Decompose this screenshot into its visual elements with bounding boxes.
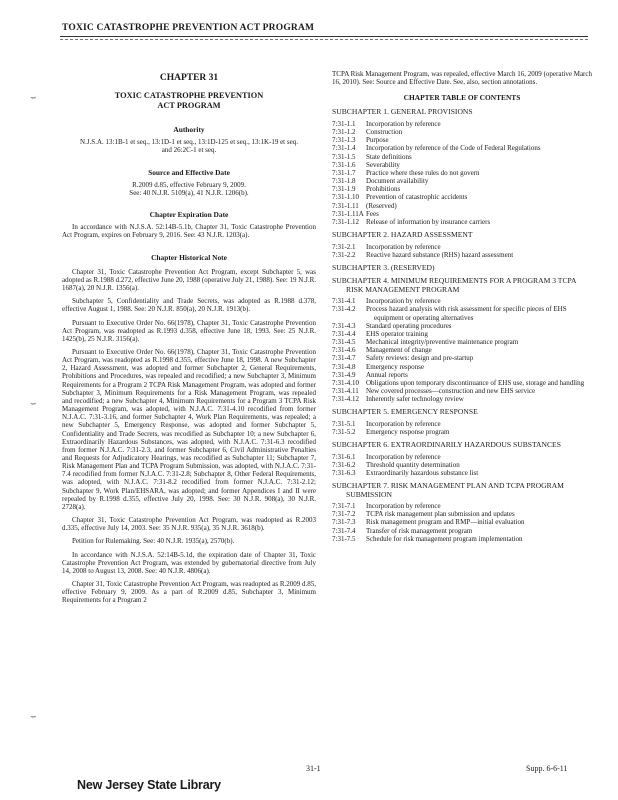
toc-subchapter-heading: SUBCHAPTER 4. MINIMUM REQUIREMENTS FOR A PROGRAM 3 TCPA RISK MANAGEMENT PROGRAM [332,276,577,294]
toc-section-title: Transfer of risk management program [366,526,473,535]
toc-row [332,354,592,362]
toc-row [332,169,592,177]
toc-section-title: Incorporation by reference [366,419,441,428]
toc-row [332,395,592,403]
toc-section-title: Incorporation by reference [366,242,441,251]
toc-row [332,210,592,218]
toc-section-title: New covered processes—construction and new EHS service [366,387,536,396]
toc-section-number: 7:31-4.11 [332,387,359,396]
history-paragraph: Chapter 31, Toxic Catastrophe Prevention Act Program, was readopted as R.2009 d.85, effective February 9, 2009. As a part of R.2009 d.85, Subchapter 3, Minimum Requirements for a Program 2 [62,580,316,605]
toc-row [332,322,592,330]
toc-row [332,128,592,136]
history-heading: Chapter Historical Note [151,252,227,262]
toc-section-number: 7:31-1.6 [332,160,356,169]
toc-section-number: 7:31-7.2 [332,510,356,519]
toc-section-number: 7:31-4.10 [332,378,360,387]
toc-row [332,535,592,543]
toc-section-number: 7:31-7.5 [332,534,356,543]
toc-section-title: Risk management program and RMP—initial evaluation [366,518,525,527]
toc-row [332,305,592,321]
toc-section-number: 7:31-7.3 [332,518,356,527]
toc-section-title: Purpose [366,136,389,145]
toc-section-title: Severability [366,160,400,169]
toc-section-number: 7:31-1.5 [332,152,356,161]
toc-row [332,502,592,510]
header-dashed-rule [60,39,588,40]
toc-row [332,193,592,201]
toc-section-title: Fees [366,209,379,218]
toc-row [332,379,592,387]
toc-section-number: 7:31-4.1 [332,297,356,306]
toc-subchapter-heading: SUBCHAPTER 6. EXTRAORDINARILY HAZARDOUS SUBSTANCES [332,440,561,450]
toc-row [332,177,592,185]
margin-mark-icon: ⌣ [30,92,37,103]
toc-row [332,218,592,226]
toc-section-number: 7:31-1.12 [332,217,360,226]
continuation-text: TCPA Risk Management Program, was repealed, effective March 16, 2009 (operative March 16, 2010). See: Source and Effective Date. See, also, section annotations. [332,70,592,87]
toc-row [332,330,592,338]
toc-section-title: Practice where these rules do not govern [366,168,480,177]
toc-section-title: Annual reports [366,370,408,379]
toc-row [332,469,592,477]
authority-heading: Authority [173,125,205,135]
toc-row [332,297,592,305]
toc-row [332,144,592,152]
toc-row [332,420,592,428]
toc-row [332,251,592,259]
toc-row [332,346,592,354]
toc-row [332,153,592,161]
toc-row [332,453,592,461]
authority-block [62,126,316,154]
toc-section-title: Release of information by insurance carriers [366,217,491,226]
toc-section-number: 7:31-4.8 [332,362,356,371]
toc-section-number: 7:31-4.7 [332,354,356,363]
toc-section-number: 7:31-7.4 [332,526,356,535]
history-paragraph: In accordance with N.J.S.A. 52:14B-5.1d, the expiration date of Chapter 31, Toxic Catastrophe Prevention Act Program, was extended by gubernatorial directive from July 14, 2008 to August 13, 2008. See: 40 N.J.R. 4806(a). [62,550,316,575]
toc-row [332,527,592,535]
toc-section-number: 7:31-1.11 [332,201,359,210]
source-block [62,169,316,197]
toc-section-number: 7:31-1.8 [332,177,356,186]
toc-section-number: 7:31-5.1 [332,419,356,428]
history-block [62,254,316,605]
toc-row [332,202,592,210]
left-column [62,72,316,610]
source-heading: Source and Effective Date [148,167,230,177]
toc-section-title: Prohibitions [366,185,401,194]
toc-section-title: Prevention of catastrophic accidents [366,193,468,202]
toc-section-number: 7:31-4.5 [332,338,356,347]
toc-row [332,136,592,144]
header-rule [60,36,588,37]
toc-subchapter-heading: SUBCHAPTER 2. HAZARD ASSESSMENT [332,230,473,239]
expiration-text: In accordance with N.J.S.A. 52:14B-5.1b, Chapter 31, Toxic Catastrophe Prevention Act Program, expires on February 9, 2016. See: 43 N.J.R. 1203(a). [62,223,316,240]
toc-row [332,518,592,526]
margin-mark-icon: ⌣ [30,711,37,722]
toc-section-title: Safety reviews: design and pre-startup [366,354,474,363]
history-paragraph: Pursuant to Executive Order No. 66(1978), Chapter 31, Toxic Catastrophe Prevention Act Program, was readopted as R.1998 d.355, effective June 18, 1998. A new Subchapter 2, Hazard Assessment, was adopted and former Subchapter 2, General Requirements, Prohibitions and Procedures, was repealed and recodified; a new Subchapter 3, Minimum Requirements for a Program 2 TCPA Risk Management Program, was adopted and former Subchapter 3, Minimum Requirements for a Risk Management Program, was repealed and recodified; a new Subchapter 4, Minimum Requirements for a Program 3 TCPA Risk Management Program, was adopted, with N.J.A.C. 7:31-4.10 recodified from former N.J.A.C. 7:31-3.16, and former Subchapter 4, Work Plan Requirements, was repealed; a new Subchapter 5, Emergency Response, was adopted and former Subchapter 5, Confidentiality and Trade Secrets, was recodified as Subchapter 10; a new Subchapter 6, Extraordinarily Hazardous Substances, was adopted, with N.J.A.C. 7:31-6.3 recodified from former N.J.A.C. 7:31-2.3, and former Subchapter 6, Civil Administrative Penalties and Requests for Adjudicatory Hearings, was recodified as Subchapter 11; Subchapter 7, Risk Management Plan and TCPA Program Submission, was adopted, with N.J.A.C. 7:31-7.4 recodified from former N.J.A.C. 7:31-2.8; Subchapter 8, Other Federal Requirements, was adopted, with N.J.A.C. 7:31-8.2 recodified from former N.J.A.C. 7:31-2.12; Subchapter 9, Work Plan/EHSARA, was adopted; and former Appendices I and II were repealed by R.1998 d.355, effective July 20, 1998. See: 30 N.J.R. 908(a), 30 N.J.R. 2728(a). [62,347,316,511]
source-line: R.2009 d.85, effective February 9, 2009. [132,180,246,189]
toc-section-title: Incorporation by reference [366,502,441,511]
toc-section-title: Incorporation by reference [366,119,441,128]
toc-section-number: 7:31-1.4 [332,144,356,153]
toc-row [332,185,592,193]
margin-mark-icon: ⌣ [30,398,37,409]
toc-section-title: Management of change [366,346,432,355]
toc-section-number: 7:31-1.10 [332,193,360,202]
toc-section-number: 7:31-6.2 [332,460,356,469]
toc-row [332,338,592,346]
toc-section-title: Incorporation by reference of the Code of Federal Regulations [366,144,541,153]
toc-section-title: Reactive hazard substance (RHS) hazard assessment [366,250,514,259]
page-number: 31-1 [306,764,321,773]
toc-section-number: 7:31-1.7 [332,168,356,177]
toc-section-number: 7:31-2.2 [332,250,356,259]
toc-section-title: Emergency response program [366,428,450,436]
history-paragraph: Petition for Rulemaking. See: 40 N.J.R. 1935(a), 2570(b). [72,537,235,546]
toc-section-title: Obligations upon temporary discontinuance of EHS use, storage and handling [366,378,585,387]
history-paragraph: Chapter 31, Toxic Catastrophe Prevention Act Program, was readopted as R.2003 d.335, effective July 14, 2003. See: 35 N.J.R. 935(a), 35 N.J.R. 3618(b). [62,516,316,533]
toc-section-number: 7:31-1.11A [332,209,364,218]
toc-section-number: 7:31-1.3 [332,136,356,145]
toc-section-title: Construction [366,128,403,137]
toc-subchapter-heading: SUBCHAPTER 5. EMERGENCY RESPONSE [332,407,478,417]
running-header: TOXIC CATASTROPHE PREVENTION ACT PROGRAM [62,23,315,33]
toc-section-number: 7:31-1.1 [332,119,356,128]
chapter-title: TOXIC CATASTROPHE PREVENTION ACT PROGRAM [114,91,264,111]
toc-section-title: Schedule for risk management program implementation [366,534,523,543]
history-paragraph: Subchapter 5, Confidentiality and Trade Secrets, was adopted as R.1988 d.378, effective August 1, 1988. See: 20 N.J.R. 850(a), 20 N.J.R. 1913(b). [62,297,316,314]
toc-section-number: 7:31-4.6 [332,346,356,355]
toc-row [332,428,592,436]
toc-section-title: Extraordinarily hazardous substance list [366,468,479,477]
toc-section-title: State definitions [366,152,412,161]
table-of-contents [332,108,592,542]
toc-section-number: 7:31-4.9 [332,370,356,379]
toc-section-number: 7:31-1.2 [332,128,356,137]
toc-section-title: Threshold quantity determination [366,460,460,469]
toc-row [332,243,592,251]
supplement-date: Supp. 6-6-11 [526,764,568,773]
toc-row [332,161,592,169]
toc-row [332,371,592,379]
toc-section-title: Incorporation by reference [366,452,441,461]
toc-section-number: 7:31-4.12 [332,395,360,404]
expiration-block [62,211,316,239]
source-line: See: 40 N.J.R. 5109(a), 41 N.J.R. 1206(b). [129,188,249,197]
toc-section-number: 7:31-4.3 [332,321,356,330]
toc-section-title: Incorporation by reference [366,297,441,306]
toc-subchapter-heading: SUBCHAPTER 7. RISK MANAGEMENT PLAN AND TCPA PROGRAM SUBMISSION [332,481,564,499]
toc-row [332,120,592,128]
authority-text: N.J.S.A. 13:1B-1 et seq., 13:1D-1 et seq., 13:1D-125 et seq., 13:1K-19 et seq. and 26:2C-1 et seq. [80,138,298,155]
toc-row [332,387,592,395]
toc-section-title: Document availability [366,177,429,186]
toc-section-number: 7:31-2.1 [332,242,356,251]
history-paragraph: Chapter 31, Toxic Catastrophe Prevention Act Program, except Subchapter 5, was adopted as R.1988 d.272, effective June 20, 1988 (operative July 21, 1988). See: 19 N.J.R. 1687(a), 20 N.J.R. 1356(a). [62,267,316,293]
toc-section-number: 7:31-1.9 [332,185,356,194]
toc-section-title: TCPA risk management plan submission and updates [366,510,515,519]
expiration-heading: Chapter Expiration Date [149,210,229,220]
toc-section-number: 7:31-6.1 [332,452,356,461]
right-column [332,70,592,543]
toc-section-number: 7:31-4.2 [332,305,356,314]
toc-section-number: 7:31-6.3 [332,468,356,477]
toc-section-title: Process hazard analysis with risk assessment for specific pieces of EHS equipment or operating alternatives [366,305,567,322]
toc-section-number: 7:31-4.4 [332,329,356,338]
library-watermark: New Jersey State Library [77,778,221,792]
toc-row [332,461,592,469]
toc-subchapter-heading: SUBCHAPTER 1. GENERAL PROVISIONS [332,107,473,117]
toc-section-title: Standard operating procedures [366,321,452,330]
toc-section-number: 7:31-5.2 [332,428,356,436]
toc-section-title: Inherently safer technology review [366,395,464,404]
toc-section-number: 7:31-7.1 [332,502,356,511]
toc-title: CHAPTER TABLE OF CONTENTS [403,93,521,103]
toc-row [332,363,592,371]
toc-row [332,510,592,518]
toc-section-title: (Reserved) [366,201,397,210]
toc-section-title: Mechanical integrity/preventive maintenance program [366,338,519,347]
toc-subchapter-heading: SUBCHAPTER 3. (RESERVED) [332,262,435,272]
toc-section-title: EHS operator training [366,329,428,338]
chapter-number: CHAPTER 31 [159,73,219,83]
history-paragraph: Pursuant to Executive Order No. 66(1978), Chapter 31, Toxic Catastrophe Prevention Act Program, was readopted as R.1993 d.358, effective June 18, 1993. See: 25 N.J.R. 1425(b), 25 N.J.R. 3156(a). [62,318,316,343]
toc-section-title: Emergency response [366,362,424,371]
